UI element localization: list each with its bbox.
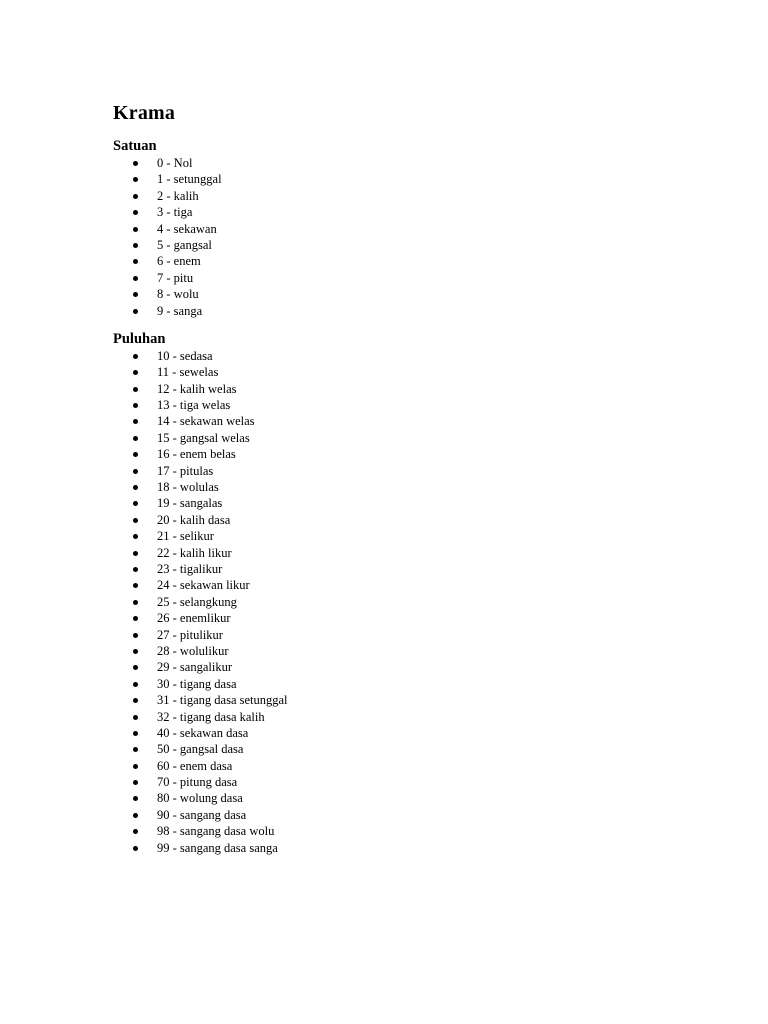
list-item: 4 - sekawan: [113, 221, 713, 237]
list-item: 90 - sangang dasa: [113, 807, 713, 823]
list-item: 22 - kalih likur: [113, 545, 713, 561]
list-item: 24 - sekawan likur: [113, 577, 713, 593]
puluhan-list: [113, 348, 713, 856]
list-item: 99 - sangang dasa sanga: [113, 840, 713, 856]
list-item: 80 - wolung dasa: [113, 790, 713, 806]
list-item: 30 - tigang dasa: [113, 676, 713, 692]
list-item: 12 - kalih welas: [113, 381, 713, 397]
list-item: 9 - sanga: [113, 303, 713, 319]
list-item: 32 - tigang dasa kalih: [113, 709, 713, 725]
page-title: Krama: [113, 102, 176, 124]
list-item: 13 - tiga welas: [113, 397, 713, 413]
list-item: 6 - enem: [113, 253, 713, 269]
list-item: 18 - wolulas: [113, 479, 713, 495]
document-page: [113, 100, 713, 856]
list-item: 23 - tigalikur: [113, 561, 713, 577]
list-item: 29 - sangalikur: [113, 659, 713, 675]
section-heading-satuan: Satuan: [113, 138, 157, 154]
list-item: 2 - kalih: [113, 188, 713, 204]
list-item: 28 - wolulikur: [113, 643, 713, 659]
section-heading-puluhan: Puluhan: [113, 330, 166, 347]
list-item: 1 - setunggal: [113, 171, 713, 187]
list-item: 11 - sewelas: [113, 364, 713, 380]
satuan-list: [113, 155, 713, 319]
list-item: 40 - sekawan dasa: [113, 725, 713, 741]
list-item: 70 - pitung dasa: [113, 774, 713, 790]
list-item: 0 - Nol: [113, 155, 713, 171]
list-item: 50 - gangsal dasa: [113, 741, 713, 757]
list-item: 21 - selikur: [113, 528, 713, 544]
list-item: 15 - gangsal welas: [113, 430, 713, 446]
list-item: 25 - selangkung: [113, 594, 713, 610]
list-item: 27 - pitulikur: [113, 627, 713, 643]
list-item: 17 - pitulas: [113, 463, 713, 479]
list-item: 16 - enem belas: [113, 446, 713, 462]
list-item: 20 - kalih dasa: [113, 512, 713, 528]
list-item: 8 - wolu: [113, 286, 713, 302]
list-item: 3 - tiga: [113, 204, 713, 220]
list-item: 19 - sangalas: [113, 495, 713, 511]
list-item: 7 - pitu: [113, 270, 713, 286]
list-item: 14 - sekawan welas: [113, 413, 713, 429]
list-item: 98 - sangang dasa wolu: [113, 823, 713, 839]
list-item: 5 - gangsal: [113, 237, 713, 253]
list-item: 26 - enemlikur: [113, 610, 713, 626]
list-item: 31 - tigang dasa setunggal: [113, 692, 713, 708]
list-item: 10 - sedasa: [113, 348, 713, 364]
list-item: 60 - enem dasa: [113, 758, 713, 774]
